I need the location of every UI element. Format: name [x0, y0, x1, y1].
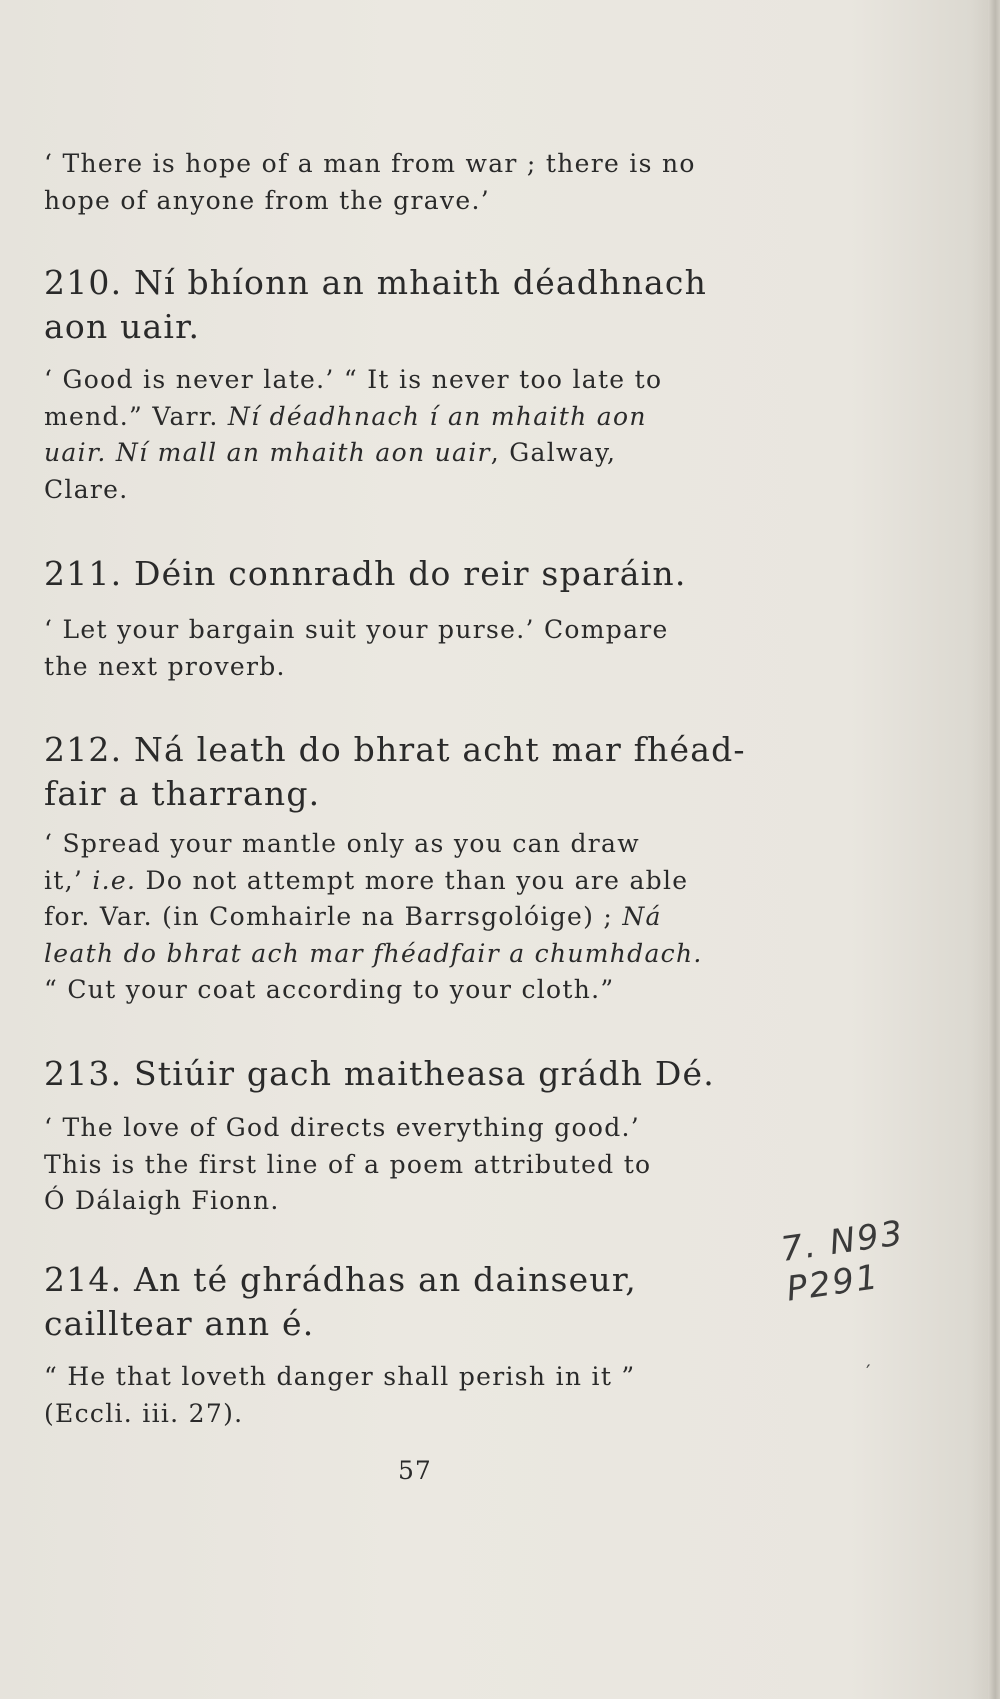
text-line — [44, 863, 782, 900]
text-line: ‘ Let your bargain suit your purse.’ Compare — [44, 615, 669, 644]
proverb-213 — [44, 1052, 782, 1096]
heading-line: 212. Ná leath do bhrat acht mar fhéad- — [44, 730, 746, 769]
text-line — [44, 936, 782, 973]
text-span: mend.” Varr. — [44, 401, 228, 431]
intro-text — [44, 146, 782, 219]
page-number: 57 — [398, 1456, 432, 1485]
proverb-213-gloss — [44, 1110, 782, 1220]
text-line: Ó Dálaigh Fionn. — [44, 1186, 280, 1215]
proverb-gloss — [44, 826, 782, 1009]
proverb-211 — [44, 552, 782, 596]
text-line: ‘ Spread your mantle only as you can draw — [44, 829, 640, 858]
text-line: Clare. — [44, 474, 129, 504]
text-span: for. Var. (in Comhairle na Barrsgolóige) ; — [44, 902, 623, 931]
text-line: ‘ The love of God directs everything good.’ — [44, 1113, 640, 1142]
page-edge — [988, 0, 1000, 1699]
heading-line: aon uair. — [44, 307, 201, 346]
proverb-212-gloss — [44, 826, 782, 1009]
abbreviation: i.e. — [92, 865, 137, 895]
heading-line: cailltear ann é. — [44, 1304, 315, 1343]
text-line: “ He that loveth danger shall perish in it ” — [44, 1362, 636, 1391]
text-line: “ Cut your coat according to your cloth.” — [44, 975, 615, 1004]
proverb-heading — [44, 552, 782, 596]
proverb-gloss — [44, 612, 782, 685]
proverb-heading — [44, 261, 782, 349]
proverb-gloss — [44, 1110, 782, 1220]
proverb-heading — [44, 1052, 782, 1096]
text-line: ‘ There is hope of a man from war ; there is no — [44, 149, 696, 178]
proverb-gloss — [44, 362, 782, 508]
heading-line: 210. Ní bhíonn an mhaith déadhnach — [44, 263, 708, 302]
text-span: Do not attempt more than you are able — [136, 865, 689, 895]
handwritten-shelfmark: 7. N93 P291 — [778, 1213, 907, 1310]
text-line: ‘ Good is never late.’ “ It is never too late to — [44, 365, 663, 394]
irish-variant: leath do bhrat ach mar fhéadfair a chumhdach. — [44, 938, 703, 968]
proverb-214 — [44, 1258, 782, 1346]
proverb-heading — [44, 1258, 782, 1346]
text-line: hope of anyone from the grave.’ — [44, 185, 490, 215]
proverb-210 — [44, 261, 782, 349]
heading-line: fair a tharrang. — [44, 774, 321, 813]
proverb-211-gloss — [44, 612, 782, 685]
proverb-212 — [44, 728, 782, 816]
irish-variant: Ní déadhnach í an mhaith aon — [227, 401, 647, 431]
handwritten-tick: ′ — [866, 1360, 871, 1384]
text-line: (Eccli. iii. 27). — [44, 1398, 244, 1428]
text-line — [44, 435, 782, 472]
proverb-gloss — [44, 1359, 782, 1432]
proverb-210-gloss — [44, 362, 782, 508]
text-line: the next proverb. — [44, 651, 286, 681]
text-span: it,’ — [44, 865, 93, 895]
text-line — [44, 399, 782, 436]
heading-line: 211. Déin connradh do reir sparáin. — [44, 554, 687, 593]
heading-line: 214. An té ghrádhas an dainseur, — [44, 1260, 637, 1299]
proverb-heading — [44, 728, 782, 816]
intro-block — [44, 146, 782, 219]
irish-variant: uair. Ní mall an mhaith aon uair — [44, 438, 491, 467]
text-line — [44, 899, 782, 936]
proverb-214-gloss — [44, 1359, 782, 1432]
text-line: This is the first line of a poem attributed to — [44, 1149, 652, 1179]
irish-variant: Ná — [622, 902, 662, 931]
text-span: , Galway, — [490, 438, 617, 467]
heading-line: 213. Stiúir gach maitheasa grádh Dé. — [44, 1054, 715, 1093]
